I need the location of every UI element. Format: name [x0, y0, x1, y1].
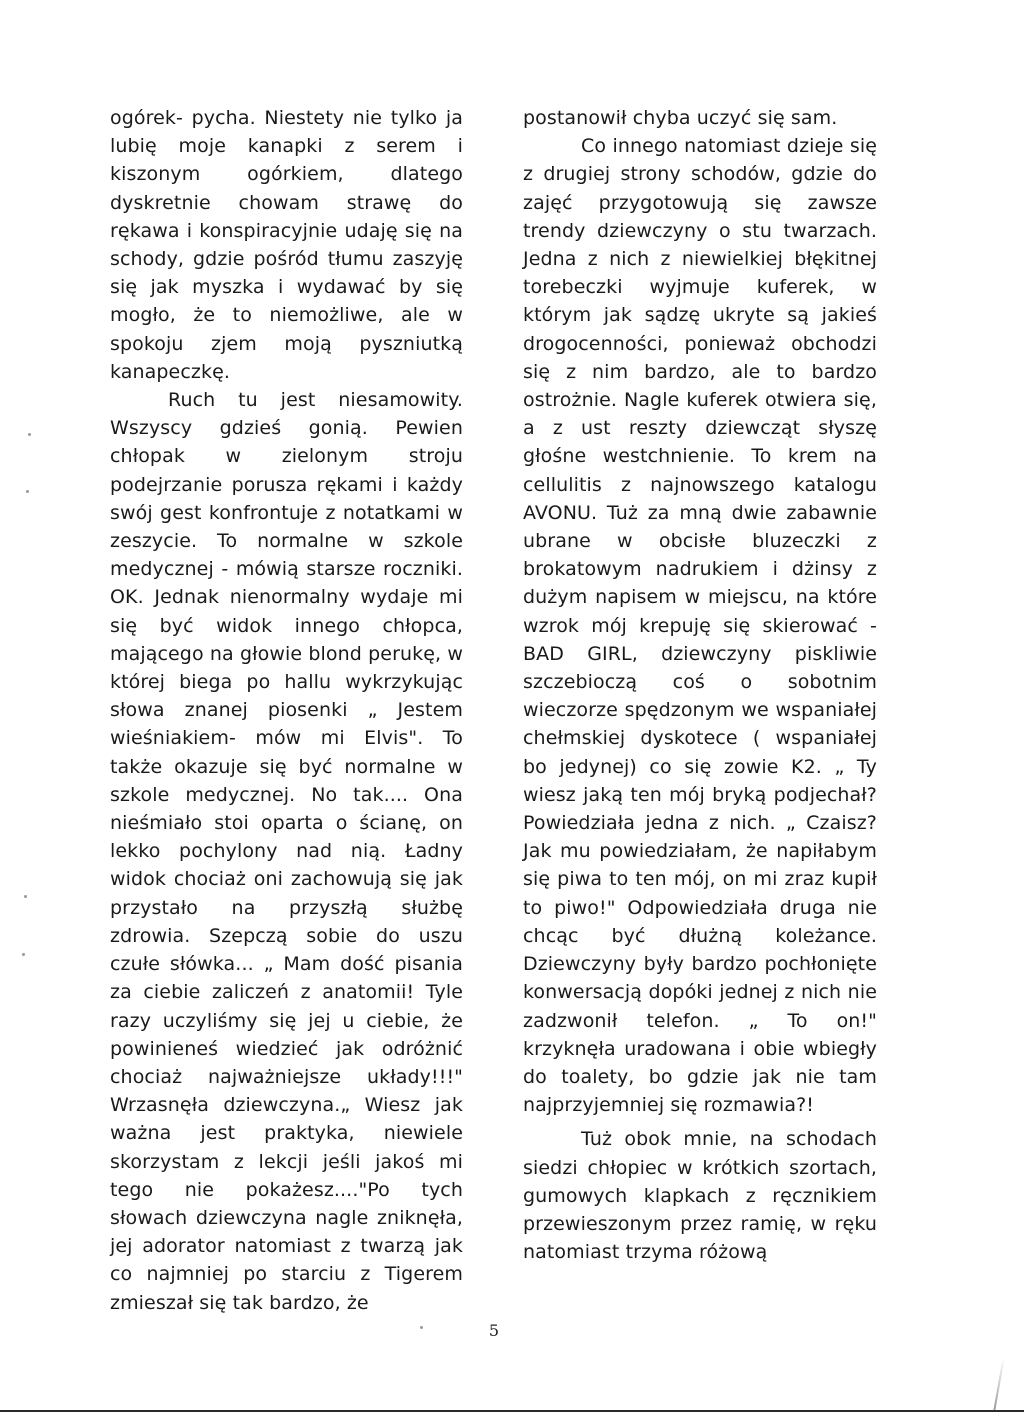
paragraph: Co innego natomiast dzieje się z drugiej strony schodów, gdzie do zajęć przygotowują się zawsze trendy dziewczyny o stu twarzach. Jedna z nich z niewielkiej błękitnej torebeczki wyjmuje kuferek, w którym jak sądzę ukryte są jakieś drogocenności, ponieważ obchodzi się z nim bardzo, ale to bardzo ostrożnie. Nagle kuferek otwiera się, a z ust reszty dziewcząt słyszę głośne westchnienie. To krem na cellulitis z najnowszego katalogu AVONU. Tuż za mną dwie zabawnie ubrane w obcisłe bluzeczki z brokatowym nadrukiem i dżinsy z dużym napisem w miejscu, na które wzrok mój krepuję się skierować - BAD GIRL, dziewczyny piskliwie szczebioczą coś o sobotnim wieczorze spędzonym we wspaniałej chełmskiej dyskotece ( wspaniałej bo jedynej) co się zowie K2. „ Ty wiesz jaką ten mój bryką podjechał? Powiedziała jedna z nich. „ Czaisz? Jak mu powiedziałam, że napiłabym się piwa to ten mój, on mi zraz kupił to piwo!" Odpowiedziała druga nie chcąc być dłużną koleżance. Dziewczyny były bardzo pochłonięte konwersacją dopóki jednej z nich nie zadzwonił telefon. „ To on!" krzyknęła uradowana i obie wbiegły do toalety, bo gdzie jak nie tam najprzyjemniej się rozmawia?!	[523, 135, 877, 1117]
scan-speck	[420, 1326, 423, 1329]
paragraph: Tuż obok mnie, na schodach siedzi chłopiec w krótkich szortach, gumowych klapkach z ręcznikiem przewieszonym przez ramię, w ręku natomiast trzyma różową	[523, 1128, 877, 1264]
scan-speck	[22, 953, 25, 956]
page-number: 5	[488, 1321, 500, 1340]
paragraph: Ruch tu jest niesamowity. Wszyscy gdzieś gonią. Pewien chłopak w zielonym stroju podejrzanie porusza rękami i każdy swój gest konfrontuje z notatkami w zeszycie. To normalne w szkole medycznej - mówią starsze roczniki. OK. Jednak nienormalny wydaje mi się być widok innego chłopca, mającego na głowie blond perukę, w której biega po hallu wykrzykując słowa znanej piosenki „ Jestem wieśniakiem- mów mi Elvis". To także okazuje się być normalne w szkole medycznej. No tak.... Ona nieśmiało stoi oparta o ścianę, on lekko pochylony nad nią. Ładny widok chociaż oni zachowują się jak przystało na przyszłą służbę zdrowia. Szepczą sobie do uszu czułe słówka... „ Mam dość pisania za ciebie zaliczeń z anatomii! Tyle razy uczyliśmy się jej u ciebie, że powinieneś wiedzieć jak odróżnić chociaż najważniejsze układy!!!" Wrzasnęła dziewczyna.„ Wiesz jak ważna jest praktyka, niewiele skorzystam z lekcji jeśli jakoś mi tego nie pokażesz...."Po tych słowach dziewczyna nagle zniknęła, jej adorator natomiast z twarzą jak co najmniej po starciu z Tigerem zmieszał się tak bardzo, że	[110, 389, 463, 1314]
scan-speck	[26, 490, 29, 493]
paragraph: ogórek- pycha. Niestety nie tylko ja lubię moje kanapki z serem i kiszonym ogórkiem, dlatego dyskretnie chowam strawę do rękawa i konspiracyjnie udaję się na schody, gdzie pośród tłumu zaszyję się jak myszka i wydawać by się mogło, że to niemożliwe, ale w spokoju zjem moją pyszniutką kanapeczkę.	[110, 107, 463, 383]
scan-bottom-line	[0, 1410, 1024, 1412]
right-text-column	[523, 104, 877, 1266]
scan-speck	[28, 433, 31, 436]
scan-speck	[24, 895, 27, 898]
scan-edge-mark	[993, 1358, 1004, 1410]
paragraph: postanowił chyba uczyć się sam.	[523, 107, 838, 129]
left-text-column	[110, 104, 463, 1317]
